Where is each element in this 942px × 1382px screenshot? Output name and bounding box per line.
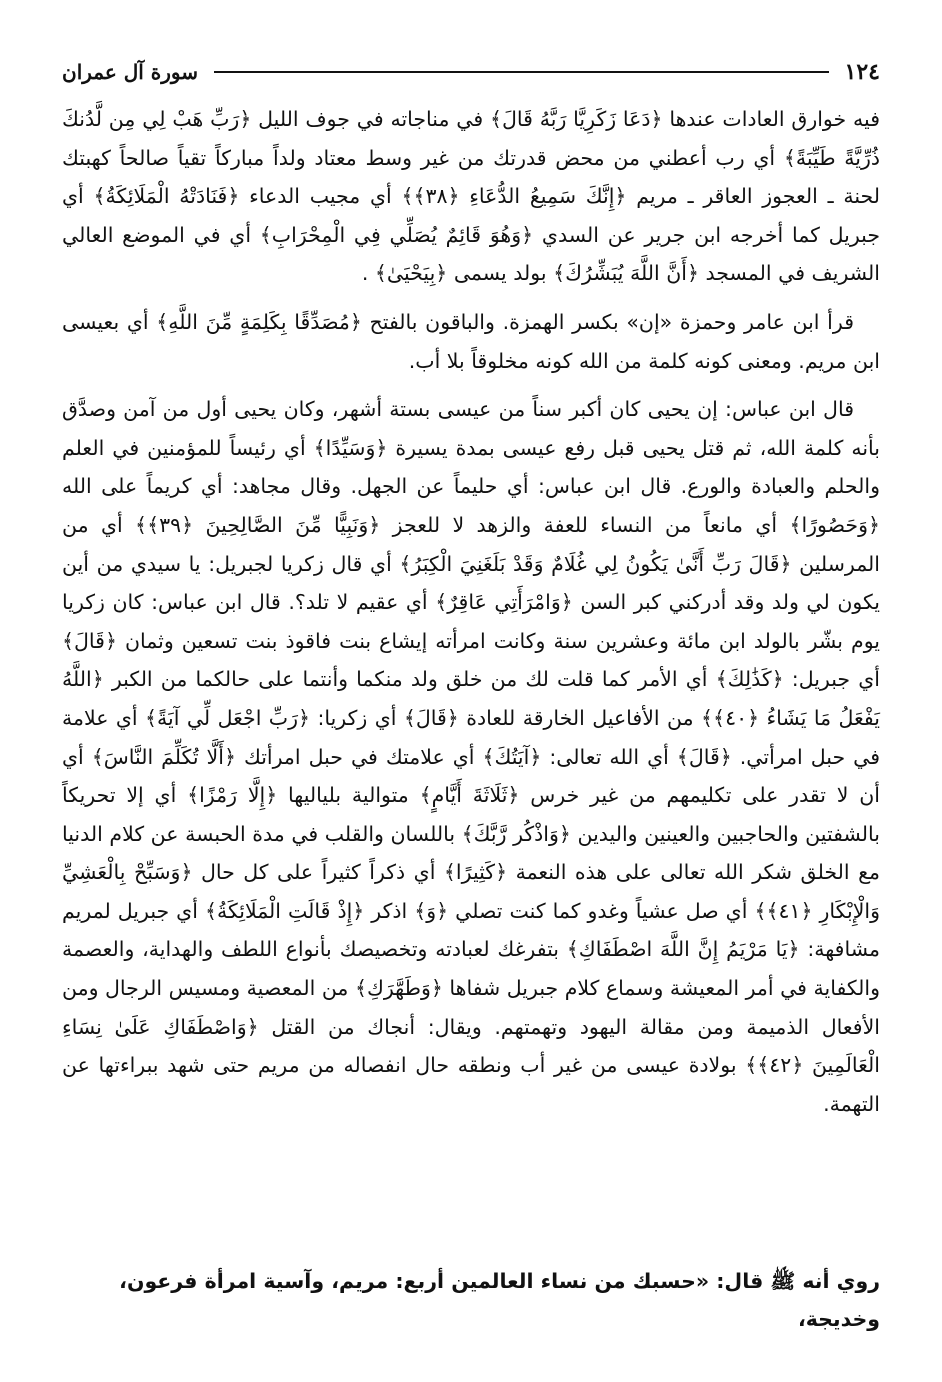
hadith-paragraph: روي أنه ﷺ قال: «حسبك من نساء العالمين أربع: مريم، وآسية امرأة فرعون، وخديجة، bbox=[119, 1269, 880, 1331]
body-text bbox=[62, 100, 880, 1133]
surah-name: سورة آل عمران bbox=[62, 60, 199, 84]
running-header bbox=[62, 54, 880, 90]
paragraph-3: قال ابن عباس: إن يحيى كان أكبر سناً من عيسى بستة أشهر، وكان يحيى أول من آمن وصدَّق بأنه كلمة الله، ثم قتل يحيى قبل رفع عيسى بمدة يسيرة ﴿وَسَيِّدًا﴾ أي رئيساً للمؤمنين في العلم والحلم والعبادة والورع. قال ابن عباس: أي حليماً عن الجهل. وقال مجاهد: أي كريماً على الله ﴿وَحَصُورًا﴾ أي مانعاً من النساء للعفة والزهد لا للعجز ﴿وَنَبِيًّا مِّنَ الصَّالِحِينَ ﴿٣٩﴾﴾ أي من المرسلين ﴿قَالَ رَبِّ أَنَّىٰ يَكُونُ لِي غُلَامٌ وَقَدْ بَلَغَنِيَ الْكِبَرُ﴾ أي قال زكريا لجبريل: يا سيدي من أين يكون لي ولد وقد أدركني كبر السن ﴿وَامْرَأَتِي عَاقِرٌ﴾ أي عقيم لا تلد؟. قال ابن عباس: كان زكريا يوم بشّر بالولد ابن مائة وعشرين سنة وكانت امرأته إيشاع بنت فاقوذ بنت تسعين وثمان ﴿قَالَ﴾ أي جبريل: ﴿كَذَٰلِكَ﴾ أي الأمر كما قلت لك من خلق ولد منكما وأنتما على حالكما من الكبر ﴿اللَّهُ يَفْعَلُ مَا يَشَاءُ ﴿٤٠﴾﴾ من الأفاعيل الخارقة للعادة ﴿قَالَ﴾ أي زكريا: ﴿رَبِّ اجْعَل لِّي آيَةً﴾ أي علامة في حبل امرأتي. ﴿قَالَ﴾ أي الله تعالى: ﴿آيَتُكَ﴾ أي علامتك في حبل امرأتك ﴿أَلَّا تُكَلِّمَ النَّاسَ﴾ أي أن لا تقدر على تكليمهم من غير خرس ﴿ثَلَاثَةَ أَيَّامٍ﴾ متوالية بلياليها ﴿إِلَّا رَمْزًا﴾ أي إلا تحريكاً بالشفتين والحاجبين والعينين واليدين ﴿وَاذْكُر رَّبَّكَ﴾ باللسان والقلب في مدة الحبسة عن كلام الدنيا مع الخلق شكر الله تعالى على هذه النعمة ﴿كَثِيرًا﴾ أي ذكراً كثيراً على كل حال ﴿وَسَبِّحْ بِالْعَشِيِّ وَالْإِبْكَارِ ﴿٤١﴾﴾ أي صل عشياً وغدو كما كنت تصلي ﴿وَ﴾ اذكر ﴿إِذْ قَالَتِ الْمَلَائِكَةُ﴾ أي جبريل لمريم مشافهة: ﴿يَا مَرْيَمُ إِنَّ اللَّهَ اصْطَفَاكِ﴾ بتفرغك لعبادته وتخصيصك بأنواع اللطف والهداية، والعصمة والكفاية في أمر المعيشة وسماع كلام جبريل شفاها ﴿وَطَهَّرَكِ﴾ من المعصية ومسيس الرجال ومن الأفعال الذميمة ومن مقالة اليهود وتهمتهم. ويقال: أنجاك من القتل ﴿وَاصْطَفَاكِ عَلَىٰ نِسَاءِ الْعَالَمِينَ ﴿٤٢﴾﴾ بولادة عيسى من غير أب ونطقه حال انفصاله من مريم حتى شهد ببراءتها عن التهمة. bbox=[62, 397, 881, 1116]
paragraph-1: فيه خوارق العادات عندها ﴿دَعَا زَكَرِيَّا رَبَّهُ قَالَ﴾ في مناجاته في جوف الليل ﴿رَبِّ هَبْ لِي مِن لَّدُنكَ ذُرِّيَّةً طَيِّبَةً﴾ أي رب أعطني من محض قدرتك من غير وسط معتاد ولداً مباركاً تقياً صالحاً كهبتك لحنة ـ العجوز العاقر ـ مريم ﴿إِنَّكَ سَمِيعُ الدُّعَاءِ ﴿٣٨﴾﴾ أي مجيب الدعاء ﴿فَنَادَتْهُ الْمَلَائِكَةُ﴾ أي جبريل كما أخرجه ابن جرير عن السدي ﴿وَهُوَ قَائِمٌ يُصَلِّي فِي الْمِحْرَابِ﴾ أي في الموضع العالي الشريف في المسجد ﴿أَنَّ اللَّهَ يُبَشِّرُكَ﴾ بولد يسمى ﴿بِيَحْيَىٰ﴾ . bbox=[62, 107, 881, 286]
paragraph-2: قرأ ابن عامر وحمزة «إن» بكسر الهمزة. والباقون بالفتح ﴿مُصَدِّقًا بِكَلِمَةٍ مِّنَ اللَّهِ﴾ أي بعيسى ابن مريم. ومعنى كونه كلمة من الله كونه مخلوقاً بلا أب. bbox=[62, 309, 880, 373]
page-number: ١٢٤ bbox=[844, 59, 880, 85]
header-rule bbox=[214, 71, 829, 73]
